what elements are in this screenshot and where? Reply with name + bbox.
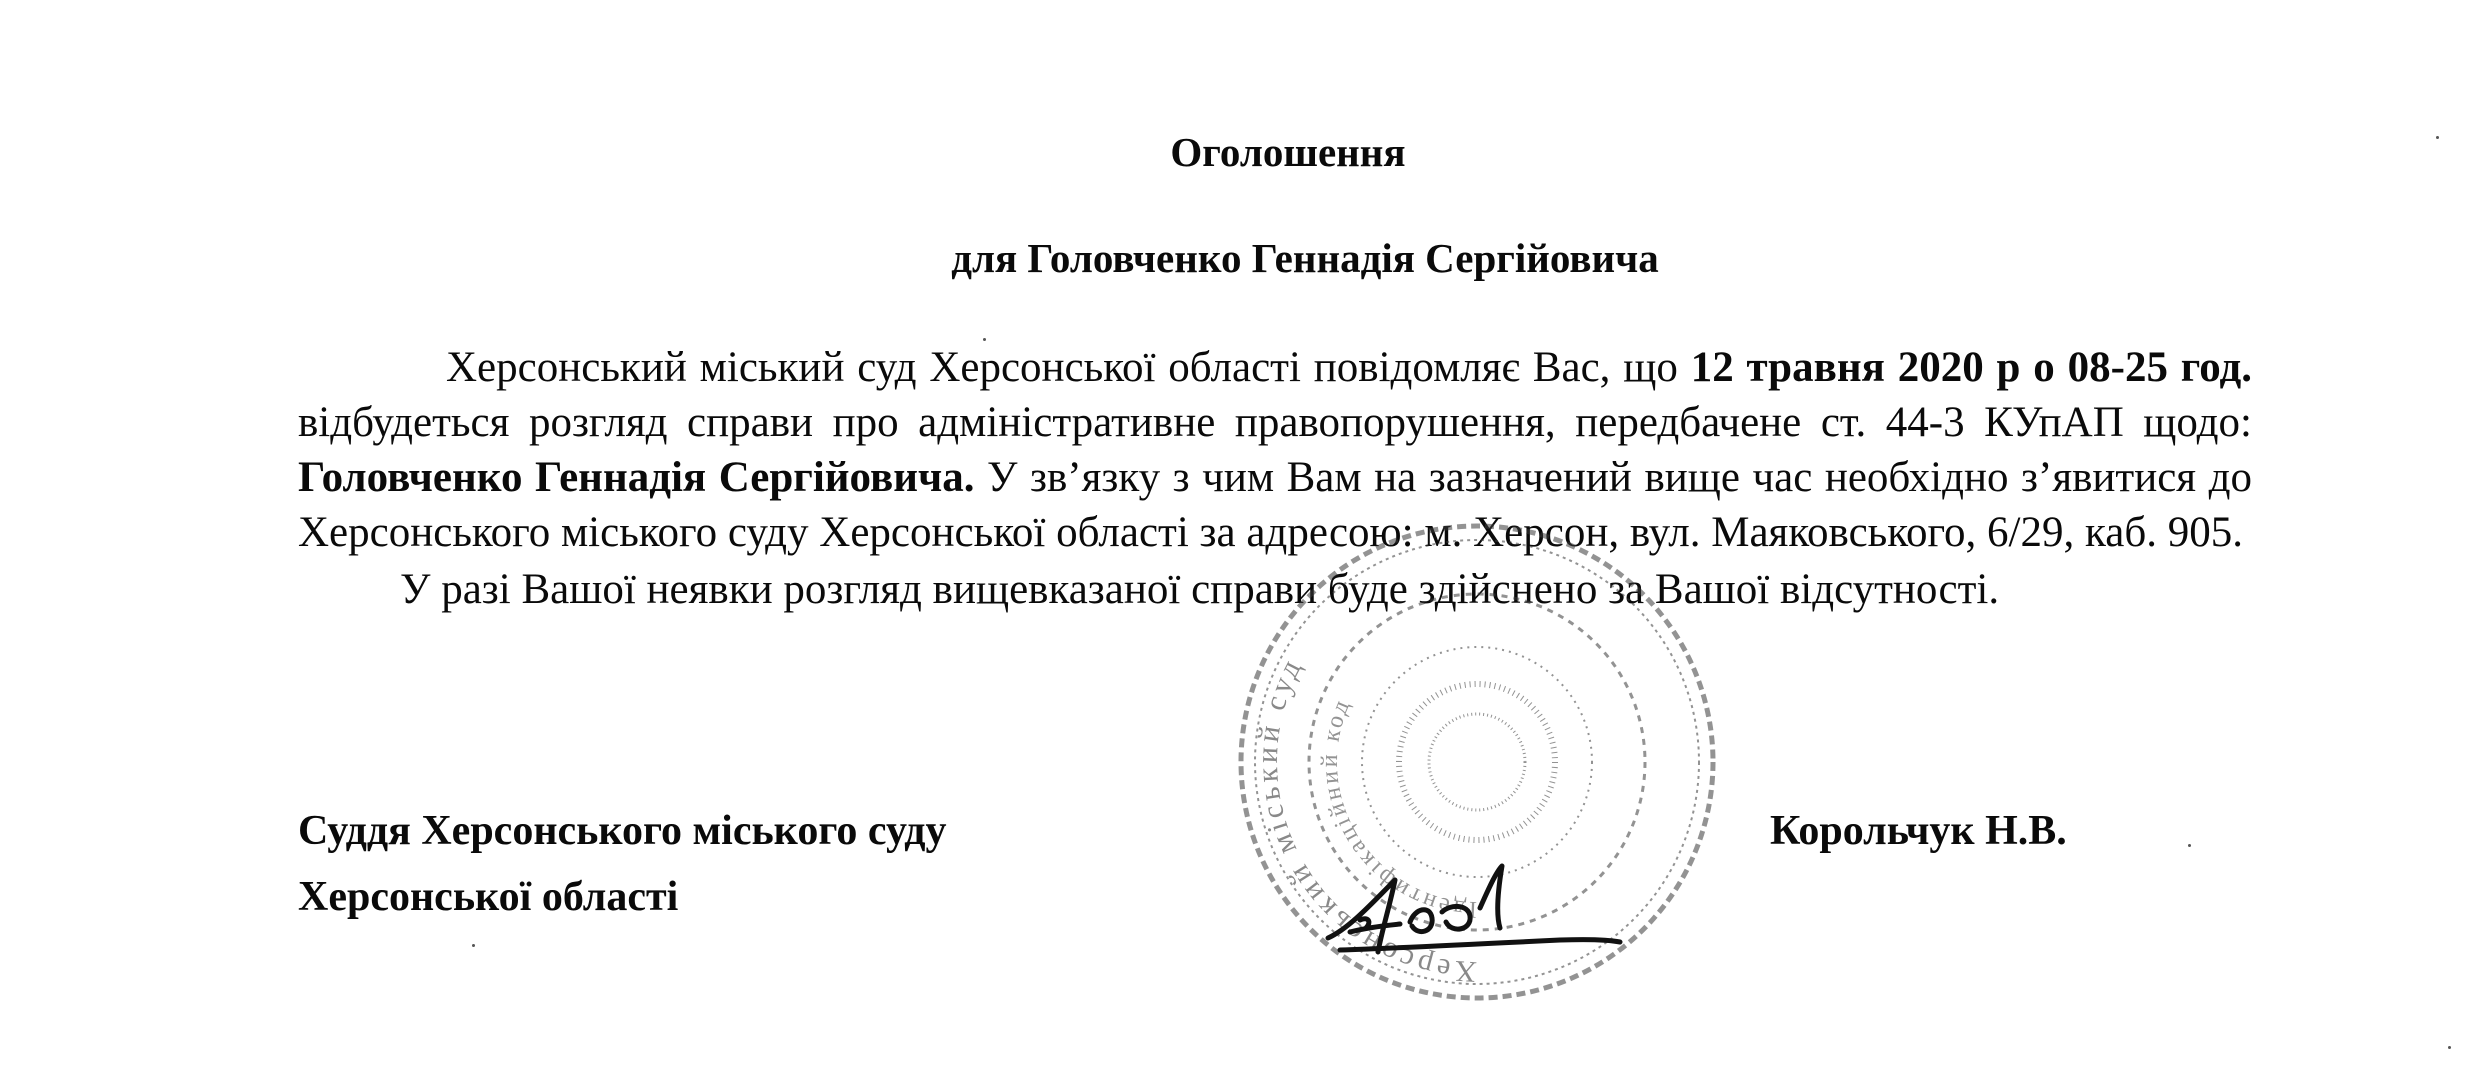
hearing-date-time: 12 травня 2020 р о 08-25 год. (1690, 344, 2253, 391)
person-name: Головченко Геннадія Сергійовича. (298, 454, 975, 501)
scan-speck (983, 338, 986, 341)
judge-position-line1: Суддя Херсонського міського суду (298, 808, 947, 854)
notice-text-part1: Херсонський міський суд Херсонської області повідомляє Вас, що (446, 344, 1691, 391)
absence-paragraph: У разі Вашої неявки розгляд вищевказаної справи буде здійснено за Вашої відсутності. (400, 566, 2000, 613)
stamp-inner-text: Ідентифікаційний код (1316, 693, 1478, 923)
scan-speck (2448, 1046, 2451, 1049)
addressee-line: для Головченко Геннадія Сергійовича (951, 235, 1659, 281)
scan-speck (2436, 136, 2439, 139)
scan-speck (472, 944, 475, 947)
notice-text-part3: У зв’язку з чим Вам на зазначений вище час необхідно з’явитися до Херсонського міського суду Херсонської області за адресою: м. Херсон, вул. Маяковського, 6/29, каб. 905. (298, 454, 2252, 556)
handwritten-signature (1320, 860, 1630, 970)
judge-position (298, 798, 947, 930)
document-title: Оголошення (1170, 129, 1406, 175)
judge-position-line2: Херсонської області (298, 874, 679, 920)
notice-text-part2: відбудеться розгляд справи про адміністративне правопорушення, передбачене ст. 44-3 КУпАП щодо: (298, 399, 2252, 446)
scan-speck (2188, 844, 2191, 847)
judge-name: Корольчук Н.В. (1770, 808, 2067, 854)
stamp-outer-text: Херсонський міський суд (1250, 650, 1478, 989)
